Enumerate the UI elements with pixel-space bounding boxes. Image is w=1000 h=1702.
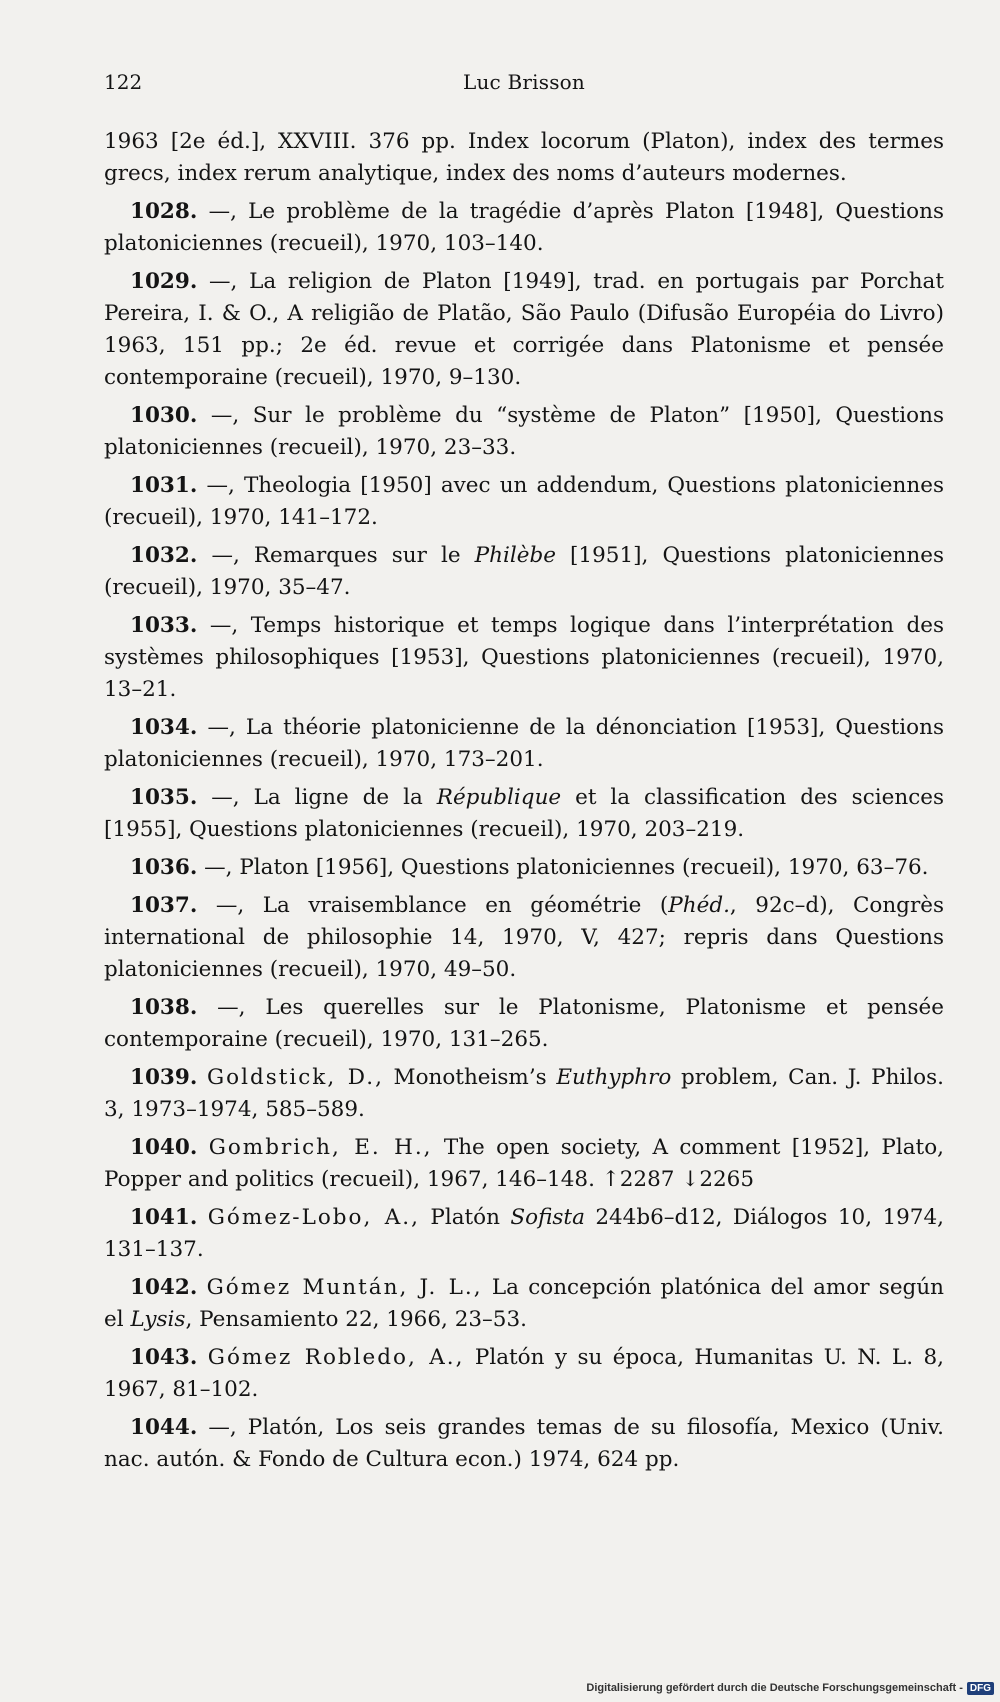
entry-text: , 92c–d), Congrès international de philosophie 14, 1970, V, 427; repris dans Questions platoniciennes (recueil), 1970, 49–50. xyxy=(104,893,944,982)
bibliography-entry-1029 xyxy=(104,266,944,394)
author-name: Gómez Robledo, A., xyxy=(207,1345,465,1370)
entry-number: 1043. xyxy=(130,1345,198,1370)
bibliography-entry-1034 xyxy=(104,712,944,776)
bibliography-entry-1037 xyxy=(104,890,944,986)
entry-number: 1044. xyxy=(130,1415,198,1440)
bibliography-entry-1030 xyxy=(104,400,944,464)
entry-text: —, Platón, Los seis grandes temas de su filosofía, Mexico (Univ. nac. autón. & Fondo de Cultura econ.) 1974, 624 pp. xyxy=(104,1415,944,1472)
author-name: Goldstick, D., xyxy=(206,1065,384,1090)
entry-text: et la classification des sciences [1955], Questions platoniciennes (recueil), 1970, 203–219. xyxy=(104,785,944,842)
bibliography-entry-1039 xyxy=(104,1062,944,1126)
bibliography-entry-1028 xyxy=(104,196,944,260)
entry-text: —, La théorie platonicienne de la dénonciation [1953], Questions platoniciennes (recueil), 1970, 173–201. xyxy=(104,715,944,772)
page-number: 122 xyxy=(104,70,143,94)
entry-text: , Pensamiento 22, 1966, 23–53. xyxy=(185,1307,527,1332)
entry-text: Monotheism’s xyxy=(383,1065,557,1090)
entry-number: 1033. xyxy=(130,613,198,638)
entry-text: —, Remarques sur le xyxy=(211,543,475,568)
dfg-logo: DFG xyxy=(967,1682,994,1695)
entry-number: 1036. xyxy=(130,855,198,880)
entry-text: —, Platon [1956], Questions platoniciennes (recueil), 1970, 63–76. xyxy=(204,855,929,880)
entry-text: problem, Can. J. Philos. 3, 1973–1974, 585–589. xyxy=(104,1065,944,1122)
entry-number: 1034. xyxy=(130,715,198,740)
author-name: Gombrich, E. H., xyxy=(208,1135,433,1160)
entry-text: Platón xyxy=(419,1205,511,1230)
continuation-paragraph: 1963 [2e éd.], XXVIII. 376 pp. Index locorum (Platon), index des termes grecs, index rerum analytique, index des noms d’auteurs modernes. xyxy=(104,129,944,186)
bibliography-entry-1040 xyxy=(104,1132,944,1196)
entry-number: 1040. xyxy=(130,1135,198,1160)
entry-number: 1039. xyxy=(130,1065,198,1090)
entry-number: 1035. xyxy=(130,785,198,810)
running-head xyxy=(104,70,944,100)
entry-text: [1951], Questions platoniciennes (recueil), 1970, 35–47. xyxy=(104,543,944,600)
author-name: Gómez-Lobo, A., xyxy=(207,1205,420,1230)
work-title: Lysis xyxy=(130,1307,186,1332)
work-title: Phéd. xyxy=(668,893,730,918)
bibliography-entry-1038 xyxy=(104,992,944,1056)
entry-text: —, Theologia [1950] avec un addendum, Questions platoniciennes (recueil), 1970, 141–172. xyxy=(104,473,944,530)
author-name: Gómez Muntán, J. L., xyxy=(206,1275,483,1300)
bibliography-list xyxy=(104,126,944,1482)
bibliography-entry-1044 xyxy=(104,1412,944,1476)
bibliography-entry-1041 xyxy=(104,1202,944,1266)
work-title: Euthyphro xyxy=(556,1065,672,1090)
bibliography-entry-1035 xyxy=(104,782,944,846)
bibliography-entry-1042 xyxy=(104,1272,944,1336)
bibliography-entry-1036 xyxy=(104,852,944,884)
entry-number: 1037. xyxy=(130,893,198,918)
entry-number: 1032. xyxy=(130,543,198,568)
entry-text: Platón y su época, Humanitas U. N. L. 8, 1967, 81–102. xyxy=(104,1345,944,1402)
entry-text: La concepción platónica del amor según el xyxy=(104,1275,945,1332)
bibliography-entry-1031 xyxy=(104,470,944,534)
entry-number: 1031. xyxy=(130,473,198,498)
entry-number: 1028. xyxy=(130,199,198,224)
work-title: Philèbe xyxy=(474,543,556,568)
footer-text: Digitalisierung gefördert durch die Deutsche Forschungsgemeinschaft - xyxy=(586,1682,963,1694)
entry-text: —, La ligne de la xyxy=(211,785,437,810)
entry-text: —, Les querelles sur le Platonisme, Platonisme et pensée contemporaine (recueil), 1970, 131–265. xyxy=(104,995,944,1052)
entry-text: —, Le problème de la tragédie d’après Platon [1948], Questions platoniciennes (recueil), 1970, 103–140. xyxy=(104,199,944,256)
work-title: Sofista xyxy=(510,1205,585,1230)
entry-text: 244b6–d12, Diálogos 10, 1974, 131–137. xyxy=(104,1205,944,1262)
entry-number: 1030. xyxy=(130,403,198,428)
bibliography-entry-1033 xyxy=(104,610,944,706)
entry-text: —, Temps historique et temps logique dans l’interprétation des systèmes philosophiques [1953], Questions platoniciennes (recueil), 1970, 13–21. xyxy=(104,613,944,702)
entry-number: 1029. xyxy=(130,269,198,294)
bibliography-entry-1043 xyxy=(104,1342,944,1406)
entry-number: 1042. xyxy=(130,1275,198,1300)
digitization-footer xyxy=(586,1678,994,1698)
work-title: République xyxy=(436,785,562,810)
entry-text: —, La religion de Platon [1949], trad. en portugais par Porchat Pereira, I. & O., A religião de Platão, São Paulo (Difusão Européia do Livro) 1963, 151 pp.; 2e éd. revue et corrigée dans Platonisme et pensée contemporaine (recueil), 1970, 9–130. xyxy=(104,269,945,390)
entry-text: —, Sur le problème du “système de Platon” [1950], Questions platoniciennes (recueil), 1970, 23–33. xyxy=(104,403,944,460)
entry-text: The open society, A comment [1952], Plato, Popper and politics (recueil), 1967, 146–148. ↑2287 ↓2265 xyxy=(104,1135,944,1192)
bibliography-entry-1032 xyxy=(104,540,944,604)
running-title: Luc Brisson xyxy=(462,70,586,94)
entry-text: —, La vraisemblance en géométrie ( xyxy=(215,893,669,918)
entry-number: 1041. xyxy=(130,1205,198,1230)
entry-number: 1038. xyxy=(130,995,198,1020)
